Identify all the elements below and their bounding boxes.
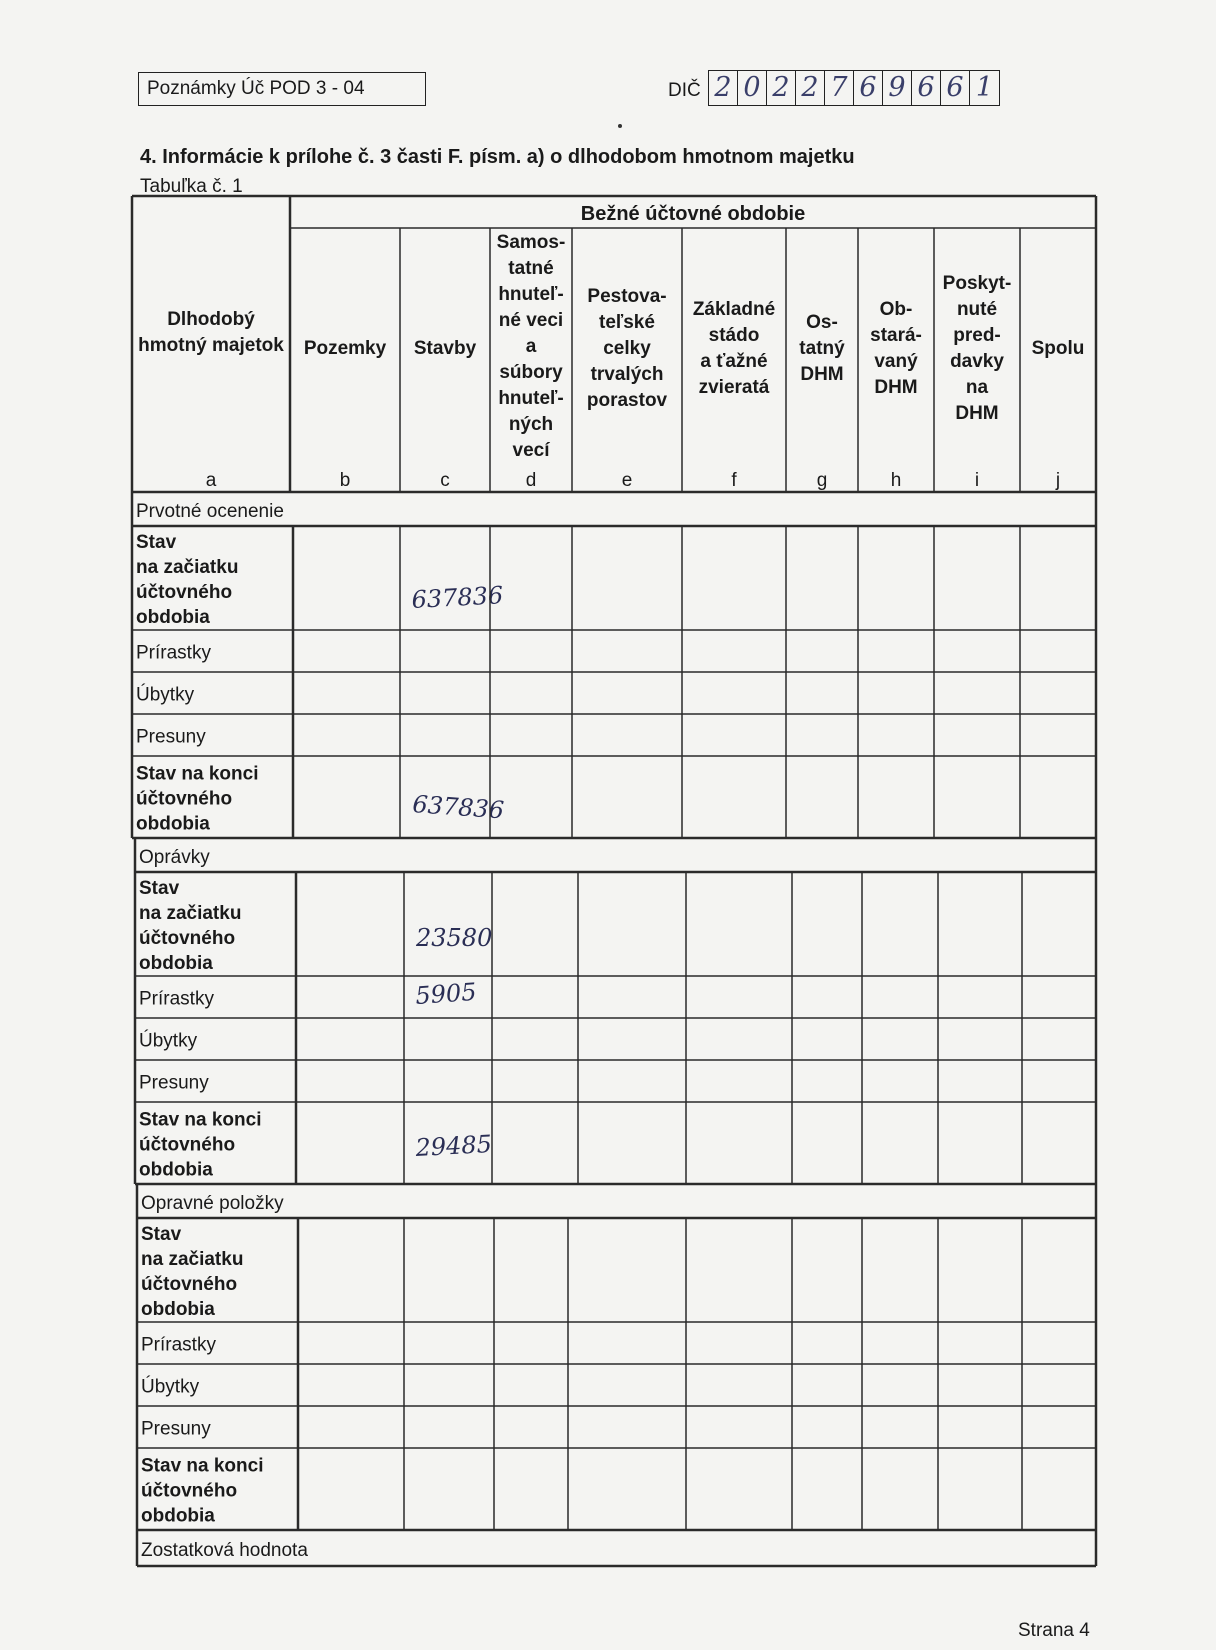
column-header-text: a (525, 336, 537, 357)
dic-digit[interactable]: 6 (941, 71, 970, 105)
column-header-text: hnuteľ- (498, 388, 564, 409)
row-label: účtovného (139, 928, 236, 949)
column-header-text: DHM (874, 377, 918, 398)
row-label: na začiatku (139, 903, 242, 924)
section-title-row: Prvotné ocenenie (136, 501, 284, 522)
group-header: Bežné účtovné obdobie (580, 203, 806, 225)
handwritten-value: 637836 (410, 581, 504, 614)
row-label: Úbytky (139, 1030, 198, 1052)
column-header-text: stará- (870, 325, 922, 346)
column-header-text: súbory (499, 362, 563, 383)
column-header-text: Stavby (413, 338, 477, 359)
column-header-text: Ob- (879, 299, 913, 320)
column-header-text: pred- (953, 325, 1001, 346)
column-header-text: Základné (692, 299, 776, 320)
column-header-text: hnuteľ- (498, 284, 564, 305)
column-header-text: Spolu (1031, 338, 1085, 359)
row-label: na začiatku (141, 1249, 244, 1270)
column-header-text: Samos- (496, 232, 566, 253)
handwritten-value: 23580 (416, 924, 493, 952)
dic-digit[interactable]: 1 (975, 72, 994, 103)
column-header-text: hmotný majetok (138, 335, 284, 356)
row-label: na začiatku (136, 557, 239, 578)
row-label: obdobia (141, 1505, 215, 1527)
row-label: Presuny (136, 726, 206, 748)
column-header-text: celky (603, 338, 651, 359)
column-header-text: ných (508, 414, 554, 435)
column-letter: h (890, 470, 902, 491)
row-label: účtovného (141, 1274, 238, 1295)
row-label: Presuny (139, 1072, 209, 1094)
row-label: účtovného (136, 582, 233, 603)
row-label: Úbytky (136, 684, 195, 706)
column-letter: e (621, 470, 633, 491)
section-title-row: Opravné položky (141, 1193, 284, 1214)
row-label: obdobia (141, 1299, 215, 1320)
column-letter: i (974, 470, 980, 491)
dic-digit[interactable]: 7 (825, 71, 854, 105)
dic-digit[interactable]: 2 (709, 71, 738, 105)
row-label: Stav na konci (141, 1455, 264, 1477)
column-header-text: stádo (708, 325, 760, 346)
section-title: 4. Informácie k prílohe č. 3 časti F. písm. a) o dlhodobom hmotnom majetku (140, 146, 855, 168)
column-letter: c (440, 470, 450, 491)
dic-digit[interactable]: 6 (854, 71, 883, 105)
handwritten-value: 29485 (414, 1130, 493, 1162)
column-header-text: davky (950, 351, 1004, 372)
column-header-text: nuté (956, 299, 998, 320)
column-header-text: vecí (512, 440, 550, 461)
row-label: Prírastky (141, 1334, 216, 1356)
row-label: účtovného (141, 1480, 238, 1502)
row-label: obdobia (136, 813, 210, 835)
column-letter: g (816, 470, 828, 491)
dic-digit[interactable]: 6 (912, 71, 941, 105)
column-header-text: Pestova- (587, 286, 667, 307)
column-header-text: trvalých (590, 364, 664, 385)
row-label: Stav (141, 1224, 182, 1245)
handwritten-value: 5905 (414, 977, 478, 1010)
column-header-text: DHM (955, 403, 999, 424)
dic-digit[interactable]: 9 (883, 71, 912, 105)
row-label: Stav na konci (139, 1109, 262, 1131)
column-header-text: Os- (806, 312, 838, 333)
row-label: účtovného (139, 1134, 236, 1156)
row-label: Prírastky (139, 988, 214, 1010)
column-letter: d (525, 470, 537, 491)
column-header-text: vaný (874, 351, 918, 372)
column-header-text: a ťažné (700, 351, 768, 372)
dic-digit[interactable]: 0 (738, 71, 767, 105)
column-header-text: porastov (586, 390, 668, 411)
column-letter: b (339, 470, 351, 491)
column-header-text: tatný (799, 338, 845, 359)
dic-digit[interactable]: 2 (796, 71, 825, 105)
column-letter: f (731, 470, 737, 491)
column-header-text: teľské (599, 312, 655, 333)
row-label: obdobia (136, 607, 210, 628)
column-header-text: Pozemky (303, 338, 387, 359)
dic-digit[interactable]: 2 (767, 71, 796, 105)
column-header-text: Poskyt- (942, 273, 1012, 294)
column-letter: j (1055, 470, 1061, 491)
column-header-text: DHM (800, 364, 844, 385)
column-header-text: na (965, 377, 989, 398)
column-header-text: Dlhodobý (167, 309, 255, 330)
form-code-label: Poznámky Úč POD 3 - 04 (147, 78, 365, 99)
table-label: Tabuľka č. 1 (140, 176, 243, 197)
row-label: Stav na konci (136, 763, 259, 785)
row-label: obdobia (139, 953, 213, 974)
column-header-text: né veci (498, 310, 564, 331)
row-label: Stav (139, 878, 180, 899)
footer-row-label: Zostatková hodnota (141, 1540, 308, 1561)
section-title-row: Oprávky (139, 847, 210, 868)
column-letter: a (205, 470, 217, 491)
handwritten-value: 637836 (411, 790, 505, 825)
dic-label: DIČ (668, 80, 701, 101)
row-label: Presuny (141, 1418, 211, 1440)
row-label: Stav (136, 532, 177, 553)
column-header-text: zvieratá (698, 377, 770, 398)
page-number: Strana 4 (1018, 1620, 1090, 1641)
column-header-text: tatné (508, 258, 554, 279)
row-label: Úbytky (141, 1376, 200, 1398)
row-label: obdobia (139, 1159, 213, 1181)
row-label: Prírastky (136, 642, 211, 664)
row-label: účtovného (136, 788, 233, 810)
